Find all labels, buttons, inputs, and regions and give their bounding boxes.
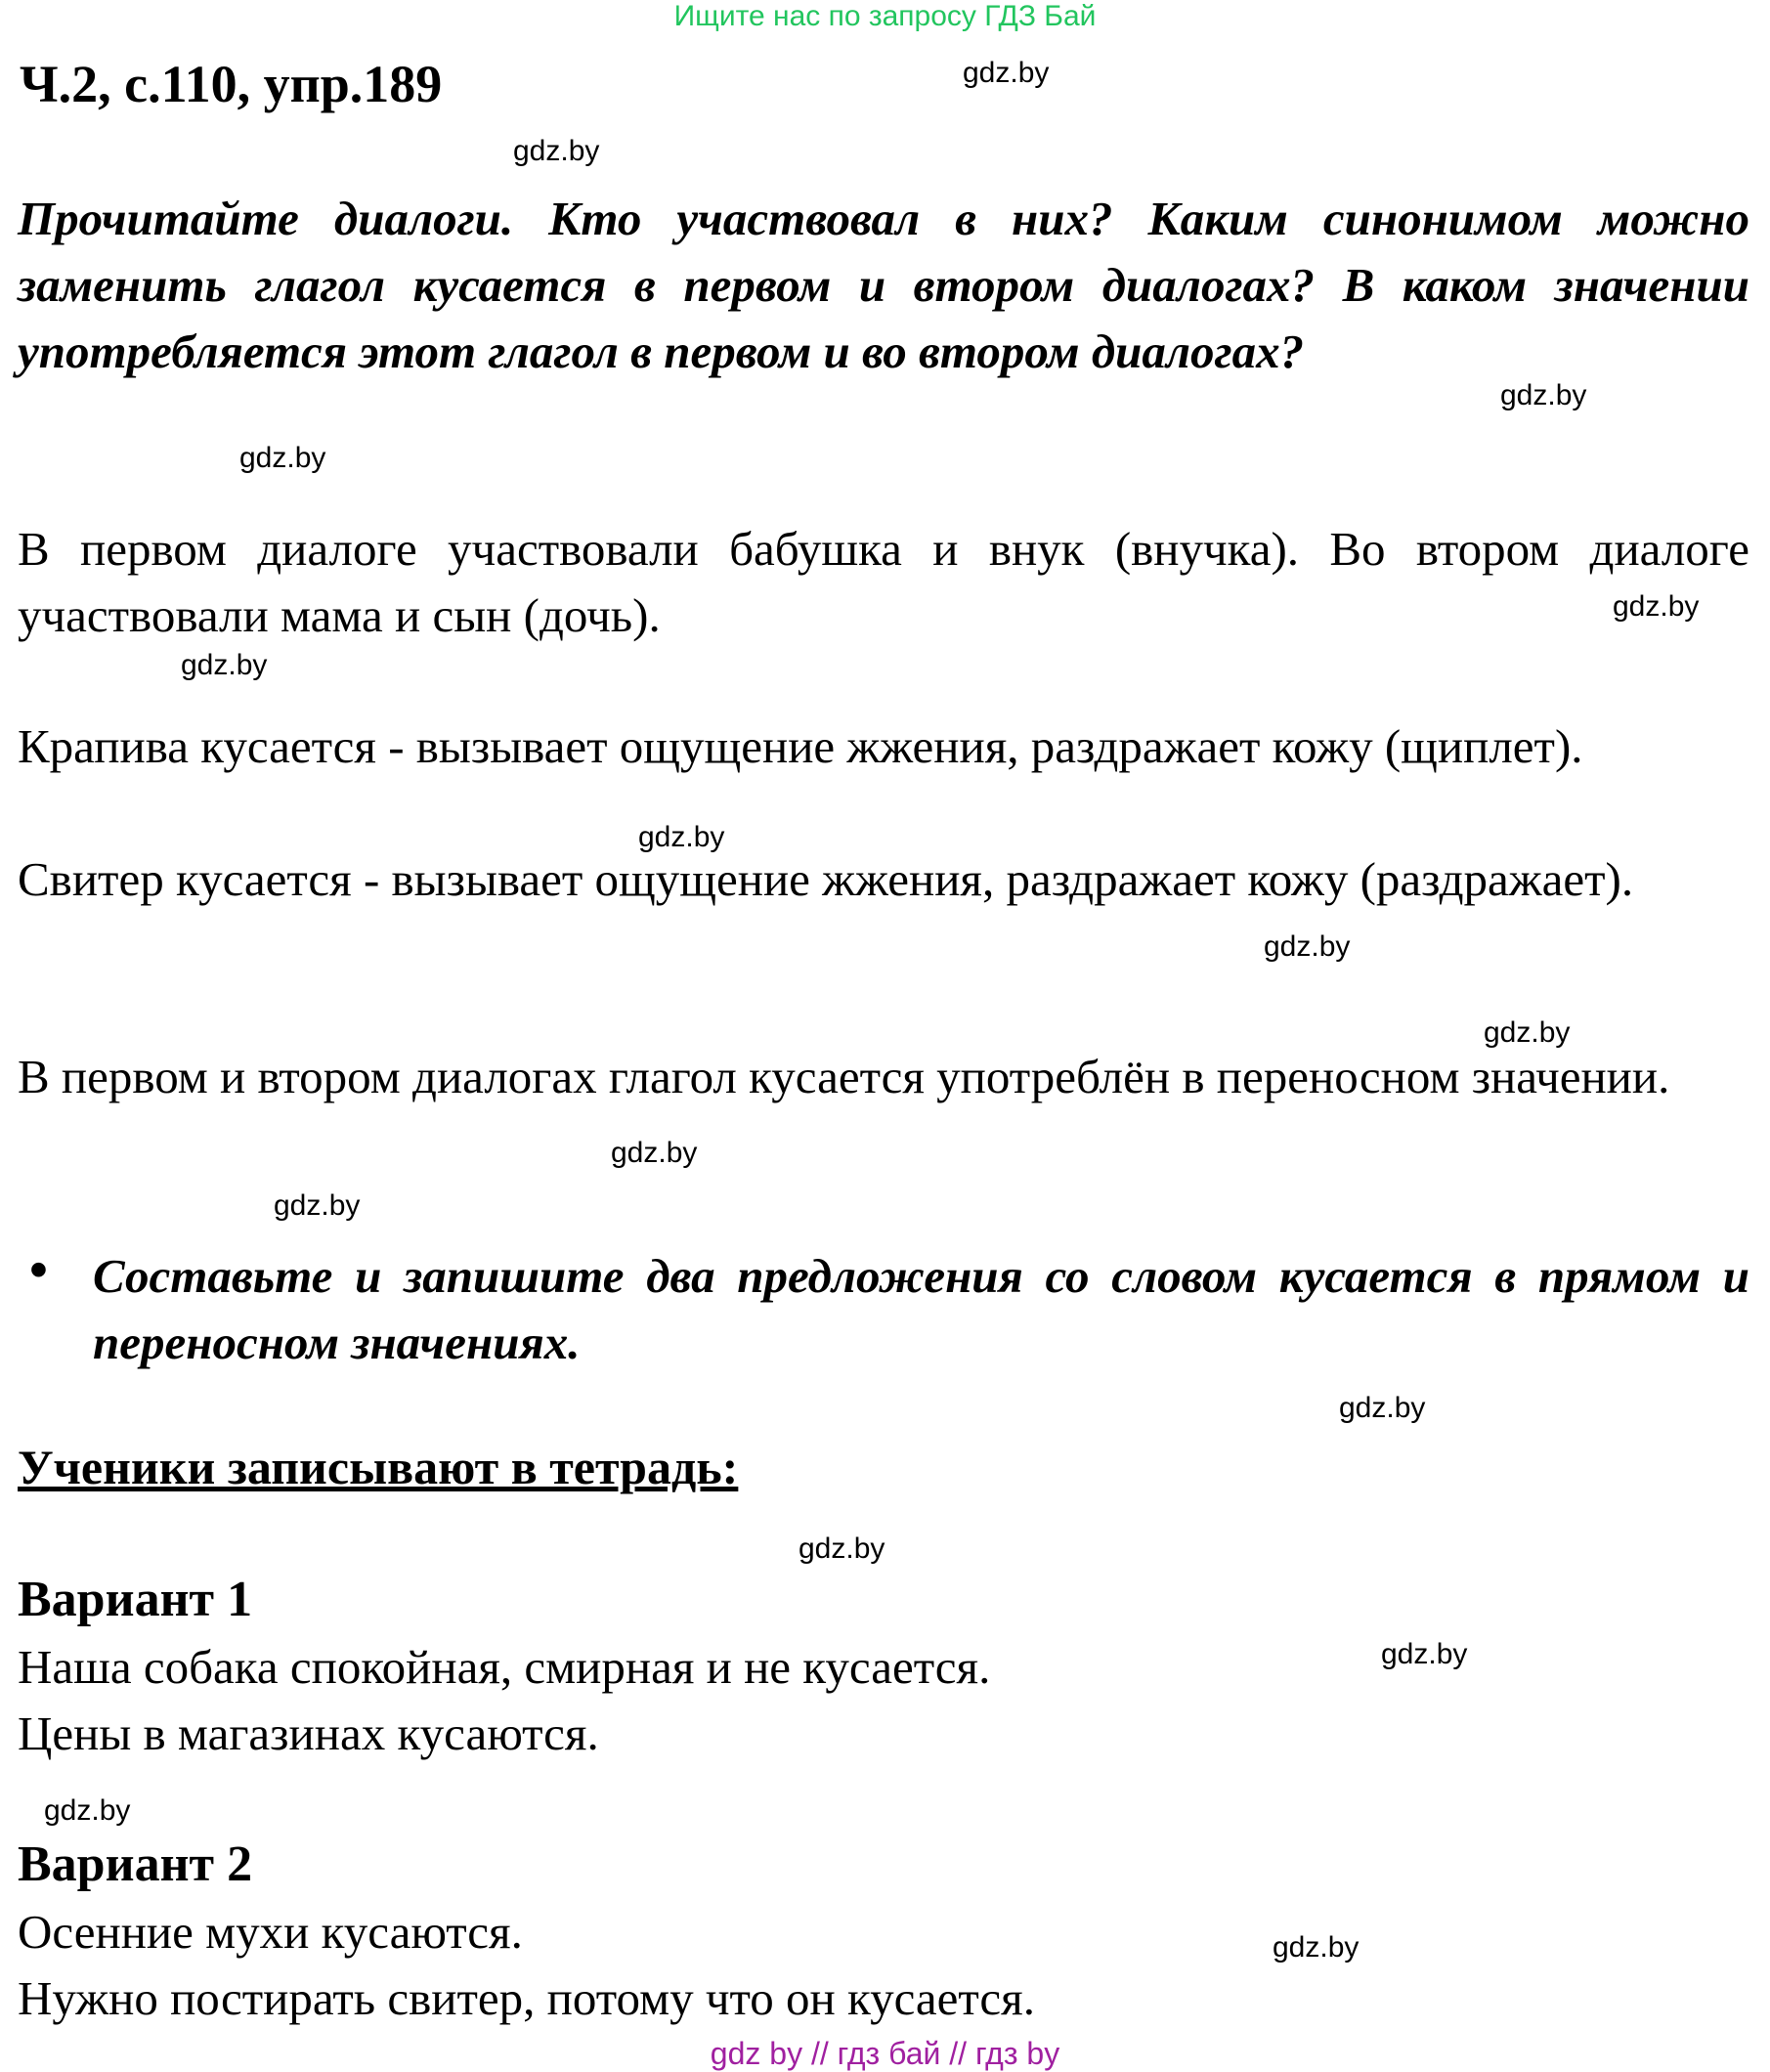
- watermark: gdz.by: [274, 1189, 361, 1222]
- watermark: gdz.by: [1484, 1016, 1571, 1049]
- page-title: Ч.2, с.110, упр.189: [20, 55, 443, 113]
- variant-1-line-1: Наша собака спокойная, смирная и не кусается.: [18, 1640, 991, 1694]
- variant-2-heading: Вариант 2: [18, 1836, 253, 1892]
- watermark: gdz.by: [1613, 590, 1700, 623]
- variant-1-heading: Вариант 1: [18, 1572, 253, 1627]
- watermark: gdz.by: [611, 1137, 698, 1169]
- watermark: gdz.by: [513, 135, 600, 167]
- watermark: gdz.by: [1500, 379, 1587, 411]
- watermark: gdz.by: [44, 1794, 131, 1827]
- watermark: gdz.by: [181, 649, 268, 681]
- watermark: gdz.by: [239, 442, 326, 474]
- answer-sweater: Свитер кусается - вызывает ощущение жжения, раздражает кожу (раздражает).: [18, 852, 1634, 906]
- watermark: gdz.by: [1381, 1638, 1468, 1670]
- watermark: gdz.by: [1339, 1392, 1426, 1424]
- watermark: gdz.by: [1273, 1931, 1360, 1964]
- watermark: gdz.by: [963, 57, 1050, 89]
- students-heading: Ученики записывают в тетрадь:: [18, 1440, 739, 1494]
- task-instruction-1: Прочитайте диалоги. Кто участвовал в них? Каким синонимом можно заменить глагол кусается в первом и втором диалогах? В каком значении употребляется этот глагол в первом и во втором диалогах?: [18, 192, 1749, 378]
- variant-2-line-1: Осенние мухи кусаются.: [18, 1905, 523, 1959]
- watermark: gdz.by: [1264, 930, 1351, 963]
- answer-participants: В первом диалоге участвовали бабушка и внук (внучка). Во втором диалоге участвовали мама и сын (дочь).: [18, 522, 1749, 642]
- task-instruction-2: Составьте и запишите два предложения со словом кусается в прямом и переносном значениях.: [93, 1249, 1749, 1369]
- answer-meaning: В первом и втором диалогах глагол кусается употреблён в переносном значении.: [18, 1050, 1670, 1103]
- footer-links: gdz by // гдз бай // гдз by: [710, 2036, 1060, 2071]
- top-banner: Ищите нас по запросу ГДЗ Бай: [673, 0, 1097, 32]
- variant-2-line-2: Нужно постирать свитер, потому что он кусается.: [18, 1971, 1035, 2025]
- variant-1-line-2: Цены в магазинах кусаются.: [18, 1706, 599, 1760]
- bullet-icon: •: [29, 1240, 48, 1299]
- watermark: gdz.by: [638, 821, 725, 853]
- watermark: gdz.by: [799, 1532, 885, 1565]
- answer-nettle: Крапива кусается - вызывает ощущение жжения, раздражает кожу (щиплет).: [18, 719, 1583, 773]
